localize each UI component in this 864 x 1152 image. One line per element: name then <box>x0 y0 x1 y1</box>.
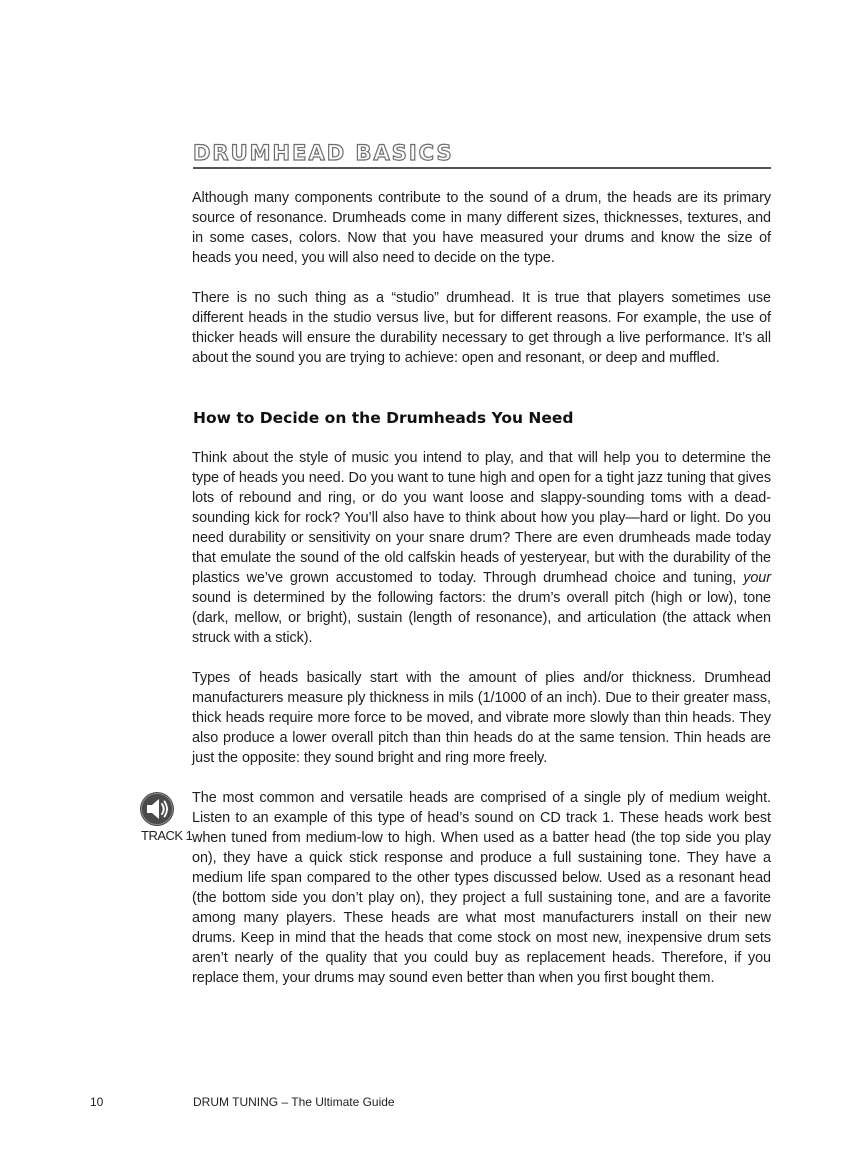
paragraph-text-part: Think about the style of music you intend to play, and that will help you to determine the type of heads you need. Do you want to tune high and open for a tight jazz tuning that gives lots of rebound and ring, or do you want loose and slappy-sounding toms with a dead-sounding kick for rock? You’ll also have to think about how you play—hard or light. Do you need durability or sensitivity on your snare drum? There are even drumheads made today that emulate the sound of the old calfskin heads of yesteryear, but with the durability of the plastics we’ve grown accustomed to today. Through drumhead choice and tuning, <box>192 450 771 586</box>
paragraph-common-heads: The most common and versatile heads are comprised of a single ply of medium weight. Listen to an example of this type of head’s sound on CD track 1. These heads work best when tuned from medium-low to high. When used as a batter head (the top side you play on), they have a quick stick response and produce a full sustaining tone. They have a medium life span compared to the other types discussed below. Used as a resonant head (the bottom side you don’t play on), they project a full sustaining tone, and are a favorite among many players. These heads are what most manufacturers install on their new drums. Keep in mind that the heads that come stock on most new, inexpensive drum sets aren’t nearly of the quality that you could buy as replacement heads. Therefore, if you replace them, your drums may sound even better than when you first bought them. <box>192 790 771 986</box>
footer-book-title: DRUM TUNING – The Ultimate Guide <box>193 1095 395 1109</box>
track-label: TRACK 1 <box>141 828 193 843</box>
paragraph-style-of-music <box>192 448 771 648</box>
paragraph-studio-drumhead: There is no such thing as a “studio” drumhead. It is true that players sometimes use different heads in the studio versus live, but for different reasons. For example, the use of thicker heads will ensure the durability necessary to get through a live performance. It’s all about the sound you are trying to achieve: open and resonant, or deep and muffled. <box>192 290 771 366</box>
speaker-icon <box>139 791 175 827</box>
paragraph-intro: Although many components contribute to the sound of a drum, the heads are its primary source of resonance. Drumheads come in many different sizes, thicknesses, textures, and in some cases, colors. Now that you have measured your drums and know the size of heads you need, you will also need to decide on the type. <box>192 190 771 266</box>
page-number: 10 <box>90 1095 104 1109</box>
paragraph-text-part: sound is determined by the following factors: the drum’s overall pitch (high or low), tone (dark, mellow, or bright), sustain (length of resonance), and articulation (the attack when struck with a stick). <box>192 590 771 646</box>
section-title: DRUMHEAD BASICS <box>193 141 771 169</box>
subheading-decide-drumheads: How to Decide on the Drumheads You Need <box>193 409 574 427</box>
paragraph-types-of-heads: Types of heads basically start with the amount of plies and/or thickness. Drumhead manufacturers measure ply thickness in mils (1/1000 of an inch). Due to their greater mass, thick heads require more force to be moved, and vibrate more slowly than thin heads. They also produce a lower overall pitch than thin heads do at the same tension. Thin heads are just the opposite: they sound bright and ring more freely. <box>192 670 771 766</box>
italic-emphasis: your <box>743 570 771 586</box>
